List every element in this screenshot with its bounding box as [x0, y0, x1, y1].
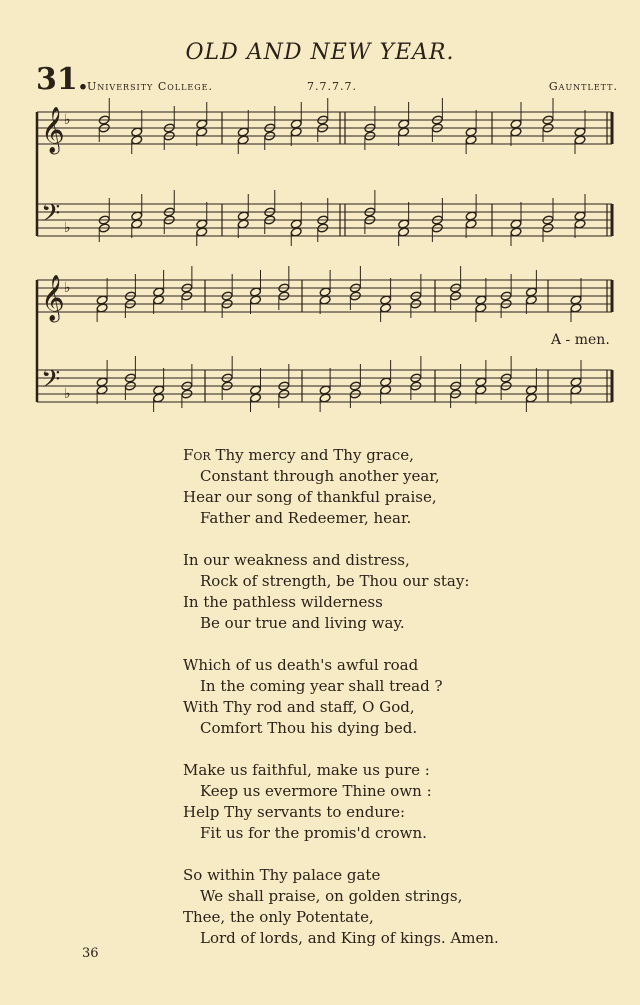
hymn-verses	[183, 445, 499, 970]
bass-clef-icon: 𝄢	[41, 199, 61, 234]
note-head	[290, 219, 302, 229]
hymn-title: OLD AND NEW YEAR.	[185, 40, 455, 65]
verse-line: Thee, the only Potentate,	[183, 908, 374, 926]
verse-line: Which of us death's awful road	[183, 656, 419, 674]
hymn-number: 31.	[36, 62, 89, 97]
meter: 7.7.7.7.	[307, 80, 357, 93]
note-head	[510, 227, 522, 237]
page-number: 36	[82, 946, 99, 961]
verse-line: Constant through another year,	[200, 467, 440, 485]
note-head	[131, 135, 143, 145]
flat-icon: ♭	[64, 112, 71, 128]
composer: Gauntlett.	[548, 80, 618, 93]
verse-line: In the pathless wilderness	[183, 593, 383, 611]
note-head	[237, 135, 249, 145]
note-head	[153, 393, 165, 403]
note-head	[196, 127, 208, 137]
note-head	[398, 119, 410, 129]
note-head	[290, 227, 302, 237]
note-head	[525, 295, 537, 305]
verse-line: So within Thy palace gate	[183, 866, 381, 884]
note-head	[96, 377, 108, 387]
treble-clef-icon: 𝄞	[41, 107, 65, 153]
note-head	[153, 385, 165, 395]
note-head	[398, 219, 410, 229]
note-head	[319, 393, 331, 403]
verse-line: We shall praise, on golden strings,	[200, 887, 463, 905]
treble-clef-icon: 𝄞	[41, 275, 65, 321]
verse-line: Father and Redeemer, hear.	[200, 509, 412, 527]
note-head	[131, 219, 143, 229]
note-head	[131, 127, 143, 137]
note-head	[398, 127, 410, 137]
note-head	[574, 127, 586, 137]
verse-line: Comfort Thou his dying bed.	[200, 719, 418, 737]
note-head	[153, 287, 165, 297]
note-head	[465, 211, 477, 221]
flat-icon: ♭	[64, 220, 71, 236]
note-head	[510, 127, 522, 137]
stanza	[183, 865, 499, 949]
amen-lyric: A - men.	[551, 332, 610, 348]
note-head	[465, 135, 477, 145]
note-head	[475, 377, 487, 387]
note-head	[290, 127, 302, 137]
note-head	[250, 287, 262, 297]
note-head	[96, 303, 108, 313]
stanza	[183, 760, 499, 844]
note-head	[570, 303, 582, 313]
note-head	[250, 295, 262, 305]
note-head	[131, 211, 143, 221]
verse-line: Be our true and living way.	[200, 614, 405, 632]
verse-line: Help Thy servants to endure:	[183, 803, 406, 821]
note-head	[510, 219, 522, 229]
note-head	[465, 219, 477, 229]
note-head	[570, 385, 582, 395]
note-head	[525, 385, 537, 395]
music-score	[0, 0, 640, 420]
note-head	[574, 219, 586, 229]
note-head	[196, 119, 208, 129]
note-head	[475, 385, 487, 395]
verse-line: Make us faithful, make us pure :	[183, 761, 430, 779]
verse-line: For Thy mercy and Thy grace,	[183, 446, 414, 464]
note-head	[319, 295, 331, 305]
note-head	[250, 393, 262, 403]
note-head	[250, 385, 262, 395]
note-head	[153, 295, 165, 305]
note-head	[525, 393, 537, 403]
note-head	[380, 303, 392, 313]
verse-line: With Thy rod and staff, O God,	[183, 698, 415, 716]
verse-line: Keep us evermore Thine own :	[200, 782, 432, 800]
note-head	[465, 127, 477, 137]
note-head	[290, 119, 302, 129]
note-head	[380, 385, 392, 395]
note-head	[475, 303, 487, 313]
note-head	[237, 219, 249, 229]
note-head	[574, 211, 586, 221]
stanza	[183, 550, 499, 634]
verse-line: In our weakness and distress,	[183, 551, 410, 569]
note-head	[237, 127, 249, 137]
note-head	[96, 295, 108, 305]
note-head	[570, 377, 582, 387]
note-head	[398, 227, 410, 237]
note-head	[237, 211, 249, 221]
verse-line: Lord of lords, and King of kings. Amen.	[200, 929, 499, 947]
note-head	[196, 227, 208, 237]
verse-line: Fit us for the promis'd crown.	[200, 824, 427, 842]
note-head	[380, 295, 392, 305]
stanza	[183, 655, 499, 739]
note-head	[319, 287, 331, 297]
note-head	[96, 385, 108, 395]
note-head	[574, 135, 586, 145]
verse-line: Hear our song of thankful praise,	[183, 488, 437, 506]
note-head	[319, 385, 331, 395]
note-head	[196, 219, 208, 229]
stanza	[183, 445, 499, 529]
flat-icon: ♭	[64, 280, 71, 296]
note-head	[570, 295, 582, 305]
flat-icon: ♭	[64, 386, 71, 402]
verse-line: Rock of strength, be Thou our stay:	[200, 572, 470, 590]
tune-name: University College.	[87, 80, 213, 93]
note-head	[525, 287, 537, 297]
note-head	[475, 295, 487, 305]
bass-clef-icon: 𝄢	[41, 365, 61, 400]
verse-line: In the coming year shall tread ?	[200, 677, 443, 695]
note-head	[380, 377, 392, 387]
note-head	[510, 119, 522, 129]
